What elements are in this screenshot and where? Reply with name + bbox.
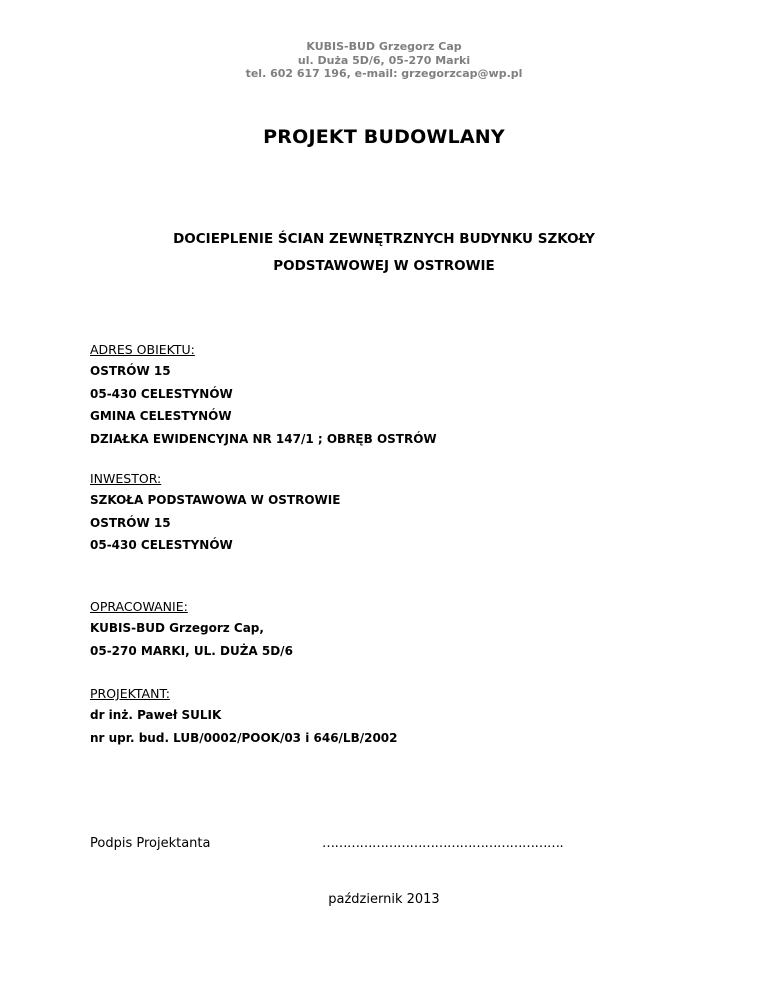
section-projektant [90,684,730,749]
inwestor-line-1: SZKOŁA PODSTAWOWA W OSTROWIE [90,493,341,507]
section-adres-obiektu [90,340,730,450]
section-label-inwestor: INWESTOR: [90,471,162,486]
section-opracowanie [90,597,730,662]
projektant-line-1: dr inż. Paweł SULIK [90,708,222,722]
adres-line-1: OSTRÓW 15 [90,364,171,378]
section-label-projektant: PROJEKTANT: [90,686,170,701]
project-name [0,226,768,280]
adres-line-3: GMINA CELESTYNÓW [90,409,232,423]
document-date: październik 2013 [328,892,440,907]
section-label-adres-obiektu: ADRES OBIEKTU: [90,342,195,357]
signature-label: Podpis Projektanta [90,836,211,851]
company-header [0,40,768,81]
adres-line-2: 05-430 CELESTYNÓW [90,386,233,401]
project-name-line-2: PODSTAWOWEJ W OSTROWIE [273,258,495,274]
document-title: PROJEKT BUDOWLANY [263,126,505,148]
header-contact: tel. 602 617 196, e-mail: grzegorzcap@wp.pl [245,67,523,80]
header-company-name: KUBIS-BUD Grzegorz Cap [306,40,462,53]
header-address: ul. Duża 5D/6, 05-270 Marki [297,53,471,67]
signature-line: …………………………………………………. [322,836,564,851]
inwestor-line-2: OSTRÓW 15 [90,515,171,530]
opracowanie-line-2: 05-270 MARKI, UL. DUŻA 5D/6 [90,643,293,658]
adres-line-4: DZIAŁKA EWIDENCYJNA NR 147/1 ; OBRĘB OSTRÓW [90,431,437,446]
projektant-line-2: nr upr. bud. LUB/0002/POOK/03 i 646/LB/2002 [90,730,398,745]
inwestor-line-3: 05-430 CELESTYNÓW [90,538,233,552]
section-label-opracowanie: OPRACOWANIE: [90,599,188,614]
project-name-line-1: DOCIEPLENIE ŚCIAN ZEWNĘTRZNYCH BUDYNKU SZKOŁY [173,231,595,247]
section-inwestor [90,469,730,557]
opracowanie-line-1: KUBIS-BUD Grzegorz Cap, [90,621,264,635]
